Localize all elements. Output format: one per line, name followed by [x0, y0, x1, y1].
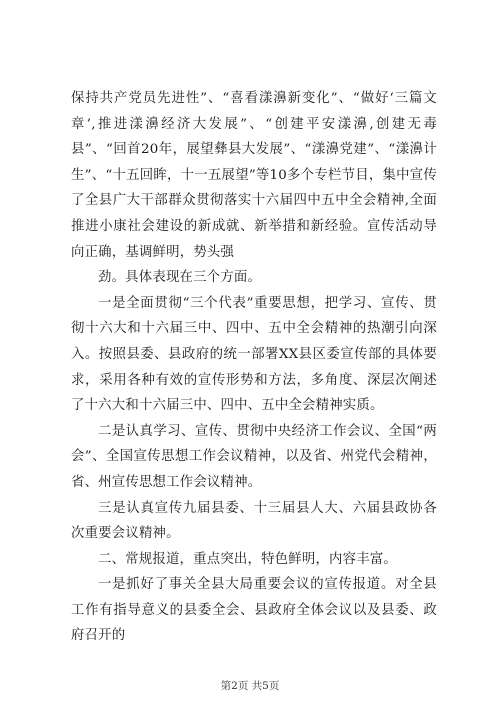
page-number-footer: 第2页 共5页 [220, 680, 280, 692]
paragraph-point-two: 二是认真学习、宣传、贯彻中央经济工作会议、全国“两会”、全国宣传思想工作会议精神，以及省、州党代会精神，省、州宣传思想工作会议精神。 [71, 423, 437, 490]
section-heading-regular-reports: 二、常规报道，重点突出，特色鲜明，内容丰富。 [98, 551, 397, 567]
document-body [71, 86, 437, 649]
paragraph-point-three: 三是认真宣传九届县委、十三届县人大、六届县政协各次重要会议精神。 [71, 500, 437, 542]
paragraph-continued: 保持共产党员先进性”、“喜看漾濞新变化”、“做好‘三篇文章’,推进漾濞经济大发展”、“创建平安漾濞,创建无毒县”、“回首20年，展望彝县大发展”、“漾濞党建”、“漾濞计生”、“十五回眸，十一五展望”等10多个专栏节目，集中宣传了全县广大干部群众贯彻落实十六届四中五中全会精神,全面推进小康社会建设的新成就、新举措和新经验。宣传活动导向正确，基调鲜明，势头强 [71, 91, 437, 260]
paragraph-summary: 劲。具体表现在三个方面。 [98, 270, 262, 286]
paragraph-meetings: 一是抓好了事关全县大局重要会议的宣传报道。对全县工作有指导意义的县委全会、县政府全体会议以及县委、政府召开的 [71, 577, 437, 644]
paragraph-point-one: 一是全面贯彻“三个代表”重要思想，把学习、宣传、贯彻十六大和十六届三中、四中、五中全会精神的热潮引向深入。按照县委、县政府的统一部署XX县区委宣传部的具体要求，采用各种有效的宣传形势和方法，多角度、深层次阐述了十六大和十六届三中、四中、五中全会精神实质。 [71, 295, 437, 414]
